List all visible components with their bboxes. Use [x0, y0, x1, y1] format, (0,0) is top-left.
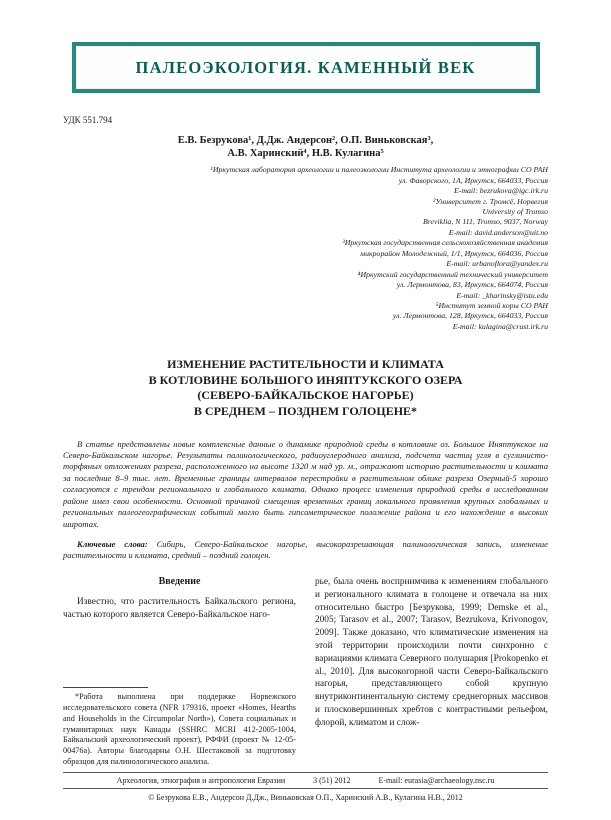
affiliation-line: E-mail: _kharinsky@istu.edu [456, 290, 548, 300]
title-line: (СЕВЕРО-БАЙКАЛЬСКОЕ НАГОРЬЕ) [197, 388, 414, 403]
affiliation-line: University of Tromso [482, 207, 548, 216]
intro-paragraph-right: рье, была очень восприимчива к изменениям глобального и регионального климата в голоцене и отвечала на них относительно быстро [Безрукова, 1999; Demske et al., 2005; Tarasov et al., 2007; Tarasov, Bezrukova, Krivonogov, 2009]. Также доказано, что климатические изменения на этой территории происходили почти синхронно с вариациями климата Северного полушария [Prokopenko et al., 2010]. Для высокогорной части Северо-Байкальского нагорья, представляющего собой крупную внутриконтинентальную систему среднегорных массивов и плосковершинных хребтов с контрастными рельефом, флорой, климатом и слож- [315, 576, 548, 728]
title-line: В КОТЛОВИНЕ БОЛЬШОГО ИНЯПТУКСКОГО ОЗЕРА [148, 372, 463, 387]
affiliation-line: микрорайон Молодежный, 1/1, Иркутск, 664036, Россия [360, 248, 548, 258]
intro-paragraph-left: Известно, что растительность Байкальского региона, частью которого является Северо-Байкальское наго- [63, 596, 296, 620]
affiliation-line: ул. Фаворского, 1А, Иркутск, 664033, Россия [398, 175, 548, 185]
keywords-paragraph [63, 539, 548, 562]
title-line: В СРЕДНЕМ – ПОЗДНЕМ ГОЛОЦЕНЕ* [193, 404, 418, 419]
affiliation-line: E-mail: urbanoflora@yandex.ru [446, 259, 548, 269]
affiliation-line: ⁵Институт земной коры СО РАН [435, 300, 548, 310]
affiliation-line: ¹Иркутская лаборатория археологии и палеоэкологии Института археологии и этнографии СО РАН [210, 165, 548, 175]
title-line: ИЗМЕНЕНИЕ РАСТИТЕЛЬНОСТИ И КЛИМАТА [167, 357, 444, 372]
left-column [63, 576, 296, 768]
affiliation-line: ³Иркутская государственная сельскохозяйственная академия [342, 238, 548, 248]
section-banner [72, 42, 540, 93]
author-line: Е.В. Безрукова¹, Д.Дж. Андерсон², О.П. Виньковская³, [177, 135, 434, 146]
section-title: ПАЛЕОЭКОЛОГИЯ. КАМЕННЫЙ ВЕК [135, 58, 476, 77]
abstract-paragraph: В статье представлены новые комплексные данные о динамике природной среды в котловине оз. Большое Иняптукское на Северо-Байкальском нагорье. Результаты палинологического, радиоуглеродного анализа, подсчета частиц угля в суглинисто-торфяных отложениях разреза, расположенного на высоте 1320 м над ур. м., отражают историю растительности и климата за последние 8–9 тыс. лет. Временные границы интервалов перестройки в растительном облике разреза Озерный-5 хорошо согласуются с трендом регионального и глобального климата. Однако процесс изменения природной среды в исследованном районе имел свои особенности. Основной причиной смещения временных границ локального проявления крупных глобальных и региональных палеогеографических событий могло быть гипсометрическое положение района и его нахождение в высоких широтах. [63, 438, 548, 529]
footer-journal-line [63, 773, 548, 788]
authors-block [63, 134, 548, 160]
udc-number: УДК 551.794 [63, 115, 113, 125]
affiliation-line: E-mail: bezrukova@igc.irk.ru [453, 186, 548, 196]
affiliation-line: ⁴Иркутский государственный технический университет [357, 269, 548, 279]
issue-info: 3 (51) 2012 [313, 776, 351, 785]
footer-rule-bottom [63, 788, 548, 789]
affiliation-line: ул. Лермонтова, 128, Иркутск, 664033, Россия [392, 311, 548, 321]
right-column [315, 576, 548, 768]
article-title [63, 357, 548, 419]
footnote-text: *Работа выполнена при поддержке Норвежского исследовательского совета (NFR 179316, проект «Homes, Hearths and Households in the Circumpolar North»), Совета социальных и гуманитарных наук Канады (SSHRC MCRI 412-2005-1004, Байкальский археологический проект), РФФИ (проект № 12-05-00476а). Авторы благодарны О.Н. Шестаковой за подготовку образцов для палинологического анализа. [63, 692, 296, 767]
page-footer [63, 772, 548, 802]
keywords-text: Сибирь, Северо-Байкальское нагорье, высокоразрешающая палинологическая запись, изменение растительности и климата, средний – поздний голоцен. [63, 539, 548, 561]
author-line: А.В. Харинский⁴, Н.В. Кулагина⁵ [227, 148, 384, 160]
affiliation-line: ²Университет г. Тромсё, Норвегия [433, 196, 548, 206]
contact-email: E-mail: eurasia@archaeology.nsc.ru [378, 776, 495, 785]
copyright-line: © Безрукова Е.В., Андерсон Д.Дж., Виньковская О.П., Харинский А.В., Кулагина Н.В., 2012 [148, 793, 463, 802]
intro-heading: Введение [158, 575, 201, 587]
affiliation-line: Breviklia, N 111, Tromso, 9037, Norway [423, 217, 548, 227]
body-columns [63, 576, 548, 768]
affiliation-line: E-mail: kulagina@crust.irk.ru [452, 321, 548, 331]
footnote-rule [63, 687, 148, 688]
footnote-block [63, 687, 296, 768]
affiliations-block [63, 165, 548, 332]
affiliation-line: E-mail: david.anderson@uit.no [448, 227, 548, 237]
journal-name: Археология, этнография и антропология Евразии [116, 776, 286, 785]
keywords-label: Ключевые слова: [77, 539, 148, 549]
affiliation-line: ул. Лермонтова, 83, Иркутск, 664074, Россия [396, 280, 548, 290]
